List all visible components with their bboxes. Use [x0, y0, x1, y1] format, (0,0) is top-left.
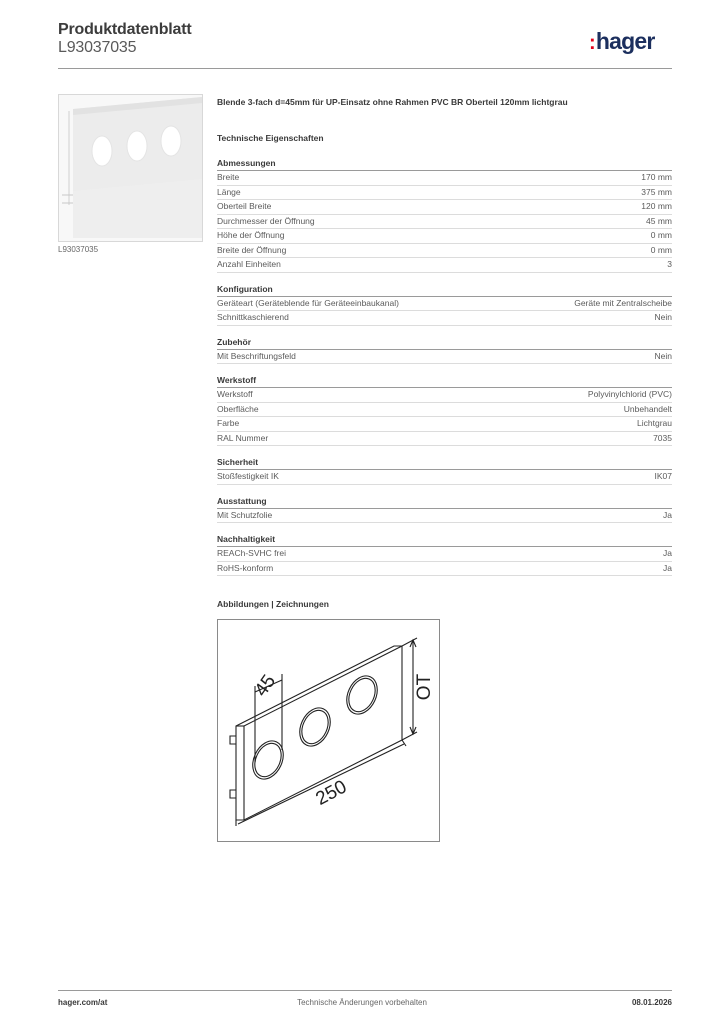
spec-row [217, 297, 672, 312]
spec-row [217, 350, 672, 365]
spec-value: 170 mm [641, 172, 672, 182]
spec-section [217, 283, 672, 326]
spec-value: Lichtgrau [637, 418, 672, 428]
spec-label: Durchmesser der Öffnung [217, 215, 315, 226]
spec-row [217, 432, 672, 447]
technical-drawing [217, 619, 440, 842]
spec-label: Höhe der Öffnung [217, 230, 285, 240]
hager-logo[interactable] [589, 28, 655, 55]
spec-label: Breite der Öffnung [217, 244, 287, 255]
spec-label: Mit Beschriftungsfeld [217, 350, 296, 361]
spec-section [217, 157, 672, 273]
spec-label: Oberfläche [217, 403, 259, 414]
spec-section [217, 374, 672, 446]
spec-value: IK07 [654, 471, 672, 481]
image-caption: L93037035 [58, 245, 99, 254]
spec-value: 3 [667, 259, 672, 269]
spec-label: Farbe [217, 418, 240, 428]
spec-label: Geräteart (Geräteblende für Geräteeinbaukanal) [217, 297, 399, 308]
spec-label: Schnittkaschierend [217, 312, 289, 322]
spec-value: 375 mm [641, 186, 672, 197]
spec-row [217, 186, 672, 201]
product-specs [217, 96, 672, 609]
document-number: L93037035 [58, 39, 137, 56]
spec-value: 7035 [653, 432, 672, 443]
spec-section [217, 495, 672, 524]
spec-row [217, 547, 672, 562]
spec-section [217, 456, 672, 485]
spec-label: Stoßfestigkeit IK [217, 471, 279, 481]
spec-value: Geräte mit Zentralscheibe [574, 297, 672, 308]
technical-heading: Technische Eigenschaften [217, 133, 324, 143]
product-image [58, 94, 203, 242]
product-description: Blende 3-fach d=45mm für UP-Einsatz ohne Rahmen PVC BR Oberteil 120mm lichtgrau [217, 97, 568, 107]
spec-label: Länge [217, 186, 241, 197]
spec-value: Polyvinylchlorid (PVC) [587, 389, 672, 399]
footer-date: 08.01.2026 [631, 998, 672, 1007]
spec-row [217, 229, 672, 244]
spec-row [217, 244, 672, 259]
figures-heading: Abbildungen | Zeichnungen [217, 599, 329, 609]
spec-label: Mit Schutzfolie [217, 509, 273, 520]
section-title: Zubehör [217, 336, 672, 350]
footer-divider [58, 990, 672, 991]
document-title: Produktdatenblatt [58, 21, 192, 38]
spec-value: Ja [663, 548, 672, 558]
spec-row [217, 171, 672, 186]
spec-value: 45 mm [646, 215, 672, 226]
spec-value: 0 mm [650, 230, 672, 240]
spec-value: Ja [663, 562, 672, 573]
spec-value: Unbehandelt [623, 403, 672, 414]
dim-diameter-label: 45 [250, 671, 281, 701]
spec-row [217, 215, 672, 230]
spec-value: Nein [654, 312, 672, 322]
spec-label: Oberteil Breite [217, 201, 272, 211]
spec-row [217, 509, 672, 524]
section-title: Abmessungen [217, 157, 672, 171]
spec-label: Breite [217, 172, 240, 182]
spec-row [217, 417, 672, 432]
spec-row [217, 403, 672, 418]
spec-section [217, 533, 672, 576]
dim-length-label: 250 [312, 776, 351, 810]
footer-disclaimer: Technische Änderungen vorbehalten [297, 998, 427, 1007]
header-divider [58, 68, 672, 69]
spec-label: Anzahl Einheiten [217, 259, 281, 269]
spec-row [217, 200, 672, 215]
spec-row [217, 258, 672, 273]
spec-row [217, 311, 672, 326]
section-title: Nachhaltigkeit [217, 533, 672, 547]
section-title: Konfiguration [217, 283, 672, 297]
drawing-icon [218, 620, 439, 841]
dim-height-label: OT [414, 673, 435, 701]
spec-value: Ja [663, 509, 672, 520]
footer-website-link[interactable]: hager.com/at [58, 998, 108, 1007]
spec-label: RAL Nummer [217, 432, 269, 443]
spec-label: RoHS-konform [217, 562, 274, 573]
spec-label: Werkstoff [217, 389, 253, 399]
spec-row [217, 470, 672, 485]
product-photo-icon [59, 95, 202, 241]
section-title: Ausstattung [217, 495, 672, 509]
spec-label: REACh-SVHC frei [217, 548, 286, 558]
spec-row [217, 388, 672, 403]
logo-text: hager [595, 28, 655, 54]
spec-section [217, 336, 672, 365]
section-title: Sicherheit [217, 456, 672, 470]
spec-row [217, 562, 672, 577]
spec-value: 120 mm [641, 201, 672, 211]
spec-sections [217, 157, 672, 576]
spec-value: Nein [654, 350, 672, 361]
logo-dots-icon: : [589, 32, 595, 54]
spec-value: 0 mm [650, 244, 672, 255]
section-title: Werkstoff [217, 374, 672, 388]
